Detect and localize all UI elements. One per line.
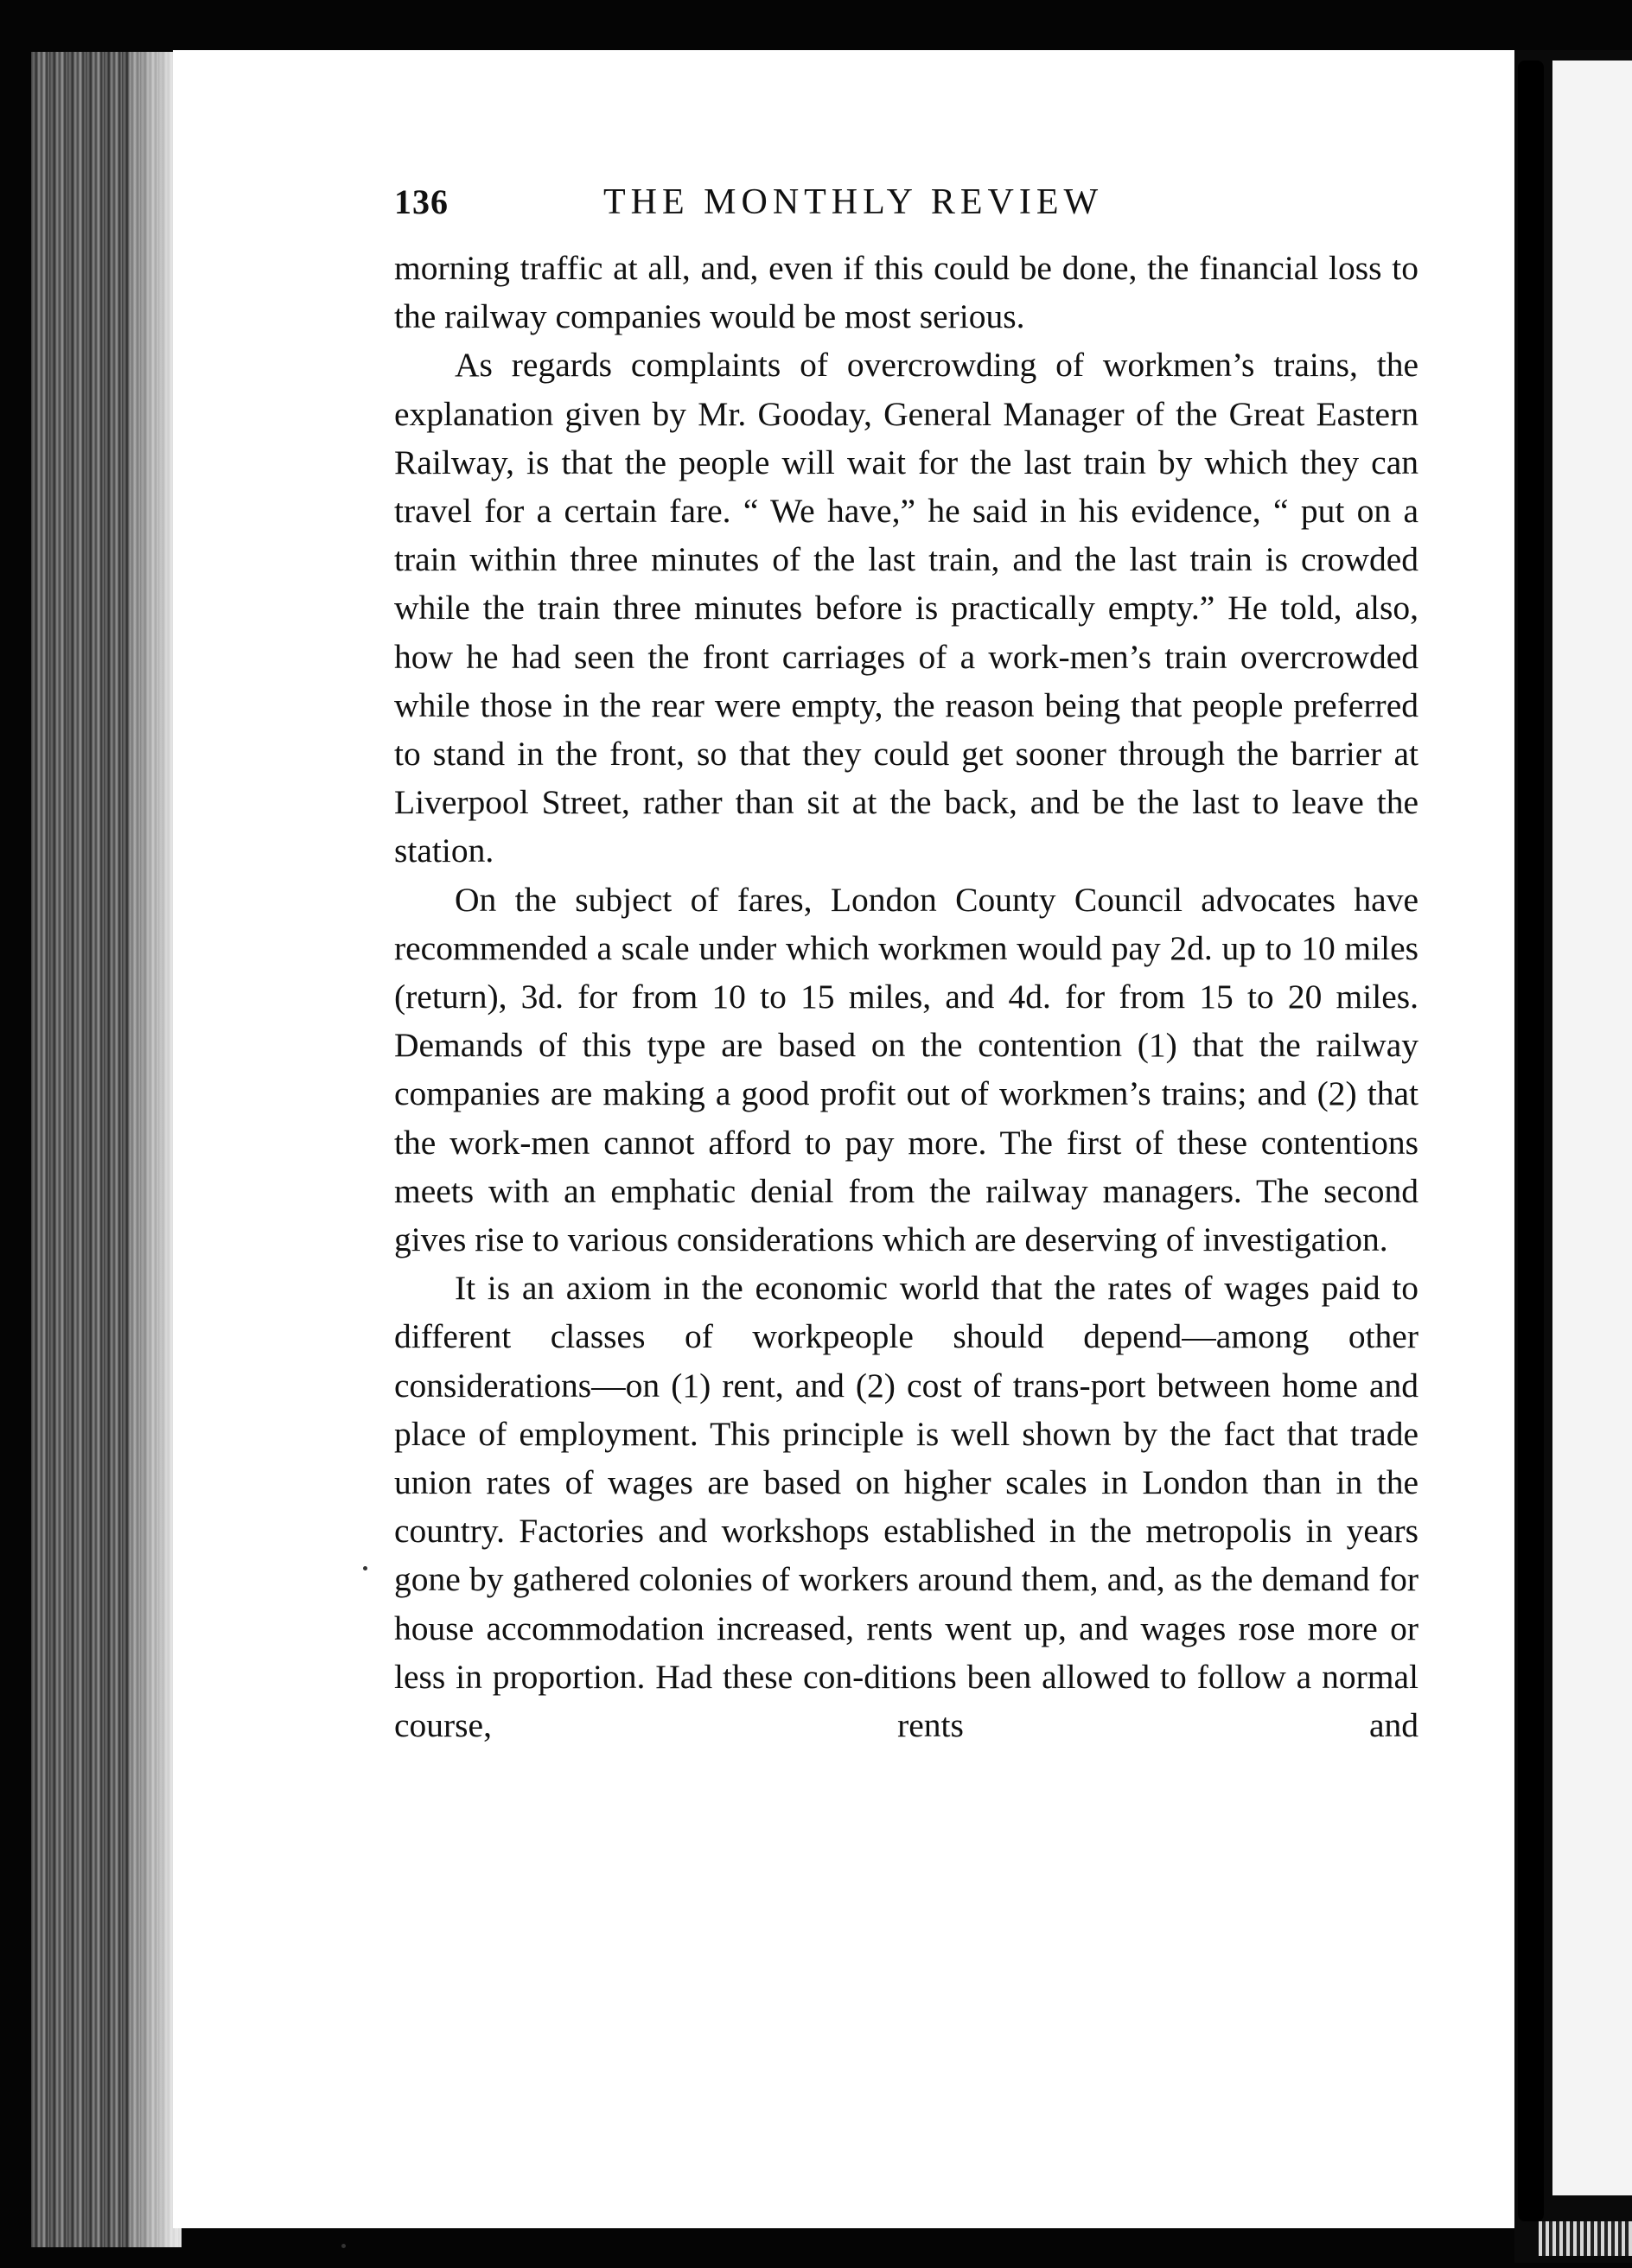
page-edge-ticks <box>1539 2221 1632 2256</box>
text-block <box>394 182 1418 1749</box>
ink-speck <box>363 1566 367 1570</box>
paragraph-continuation: morning traffic at all, and, even if this could be done, the financial loss to the railway companies would be most serious. <box>394 249 1418 336</box>
paragraph-wages: It is an axiom in the economic world that the rates of wages paid to different classes of workpeople should depend—among other considerations—on (1) rent, and (2) cost of trans-port between home and place of employment. This principle is well shown by the fact that trade union rates of wages are based on higher scales in London than in the country. Factories and workshops established in the metropolis in years gone by gathered colonies of workers around them, and, as the demand for house accommodation increased, rents went up, and wages rose more or less in proportion. Had these con-ditions been allowed to follow a normal course, rents and <box>394 1269 1418 1745</box>
binding-shadow <box>1518 61 1544 2221</box>
running-head <box>394 182 1418 242</box>
facing-page-edge <box>1552 61 1632 2195</box>
paragraph-overcrowding: As regards complaints of overcrowding of workmen’s trains, the explanation given by Mr. Gooday, General Manager of the Great Eastern Railway, is that the people will wait for the last train by which they can travel for a certain fare. “ We have,” he said in his evidence, “ put on a train within three minutes of the last train, and the last train is crowded while the train three minutes before is practically empty.” He told, also, how he had seen the front carriages of a work-men’s train overcrowded while those in the rear were empty, the reason being that people preferred to stand in the front, so that they could get sooner through the barrier at Liverpool Street, rather than sit at the back, and be the last to leave the station. <box>394 346 1418 870</box>
page-number: 136 <box>394 182 449 221</box>
ink-speck <box>341 2244 346 2248</box>
running-title: THE MONTHLY REVIEW <box>603 182 1104 222</box>
paragraph-fares: On the subject of fares, London County Council advocates have recommended a scale under which workmen would pay 2d. up to 10 miles (return), 3d. for from 10 to 15 miles, and 4d. for from 15 to 20 miles. Demands of this type are based on the contention (1) that the railway companies are making a good profit out of workmen’s trains; and (2) that the work-men cannot afford to pay more. The first of these contentions meets with an emphatic denial from the railway managers. The second gives rise to various considerations which are deserving of investigation. <box>394 880 1418 1259</box>
